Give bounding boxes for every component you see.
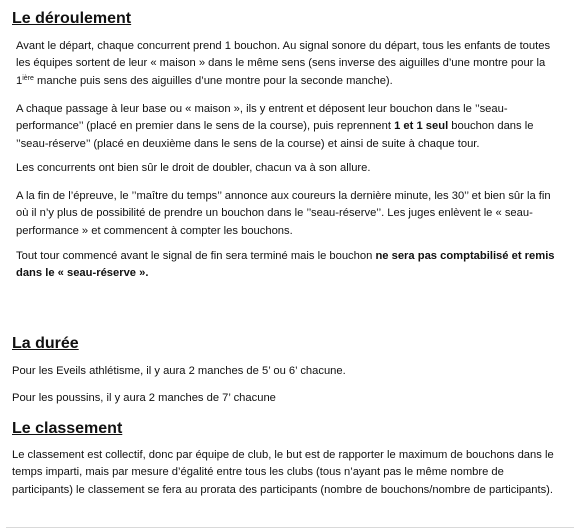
page-edge-divider: [6, 527, 574, 528]
heading-deroulement: Le déroulement: [12, 10, 132, 27]
paragraph-depart: Avant le départ, chaque concurrent prend 1 bouchon. Au signal sonore du départ, tous les enfants de toutes les équipes sortent de leur « maison » dans le même sens (sens inverse des aiguilles d’une montre pour la $1^{ière}$ manche puis sens des aiguilles d’une montre pour la seconde manche).: [16, 40, 551, 87]
heading-duree: La durée: [12, 335, 79, 352]
paragraph-doubler: Les concurrents ont bien sûr le droit de doubler, chacun va à son allure.: [16, 162, 371, 174]
superscript-iere: ière: [22, 74, 34, 82]
paragraph-eveils: Pour les Eveils athlétisme, il y aura 2 manches de 5’ ou 6’ chacune.: [12, 365, 346, 377]
paragraph-tour-commence: Tout tour commencé avant le signal de fin sera terminé mais le bouchon ne sera pas comptabilisé et remis dans le « seau-réserve ».: [16, 250, 555, 280]
paragraph-fin-epreuve: A la fin de l’épreuve, le ’’maître du temps’’ annonce aux coureurs la dernière minute, les 30’’ et bien sûr la fin où il n’y plus de possibilité de prendre un bouchon dans le ’’seau-réserve’’. Les juges enlèvent le « seau-performance » et commencent à compter les bouchons.: [16, 190, 551, 237]
paragraph-poussins: Pour les poussins, il y aura 2 manches de 7’ chacune: [12, 392, 276, 404]
heading-classement: Le classement: [12, 420, 123, 437]
paragraph-passage: A chaque passage à leur base ou « maison », ils y entrent et déposent leur bouchon dans le ’’seau-performance’’ (placé en premier dans le sens de la course), puis reprennent 1 et 1 seul bouchon dans le ’’seau-réserve’’ (placé en deuxième dans le sens de la course) et ainsi de suite à chaque tour.: [16, 103, 534, 150]
paragraph-classement: Le classement est collectif, donc par équipe de club, le but est de rapporter le maximum de bouchons dans le temps imparti, mais par mesure d’égalité entre tous les clubs (tous n’ayant pas le même nombre de participants) le classement se fera au prorata des participants (nombre de bouchons/nombre de participants).: [12, 449, 554, 496]
